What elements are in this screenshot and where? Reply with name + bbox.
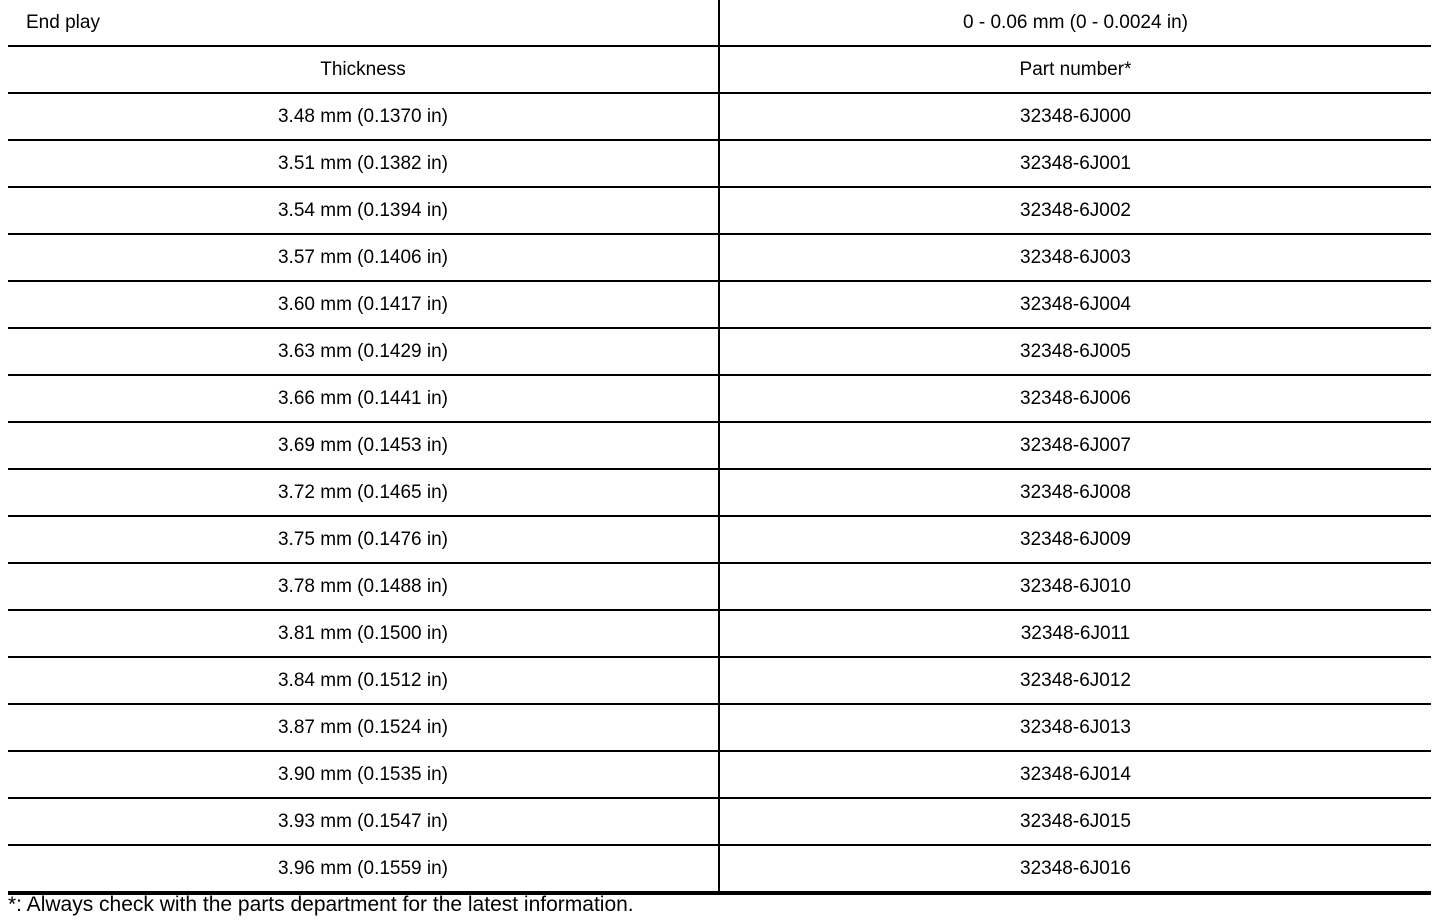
table-row xyxy=(8,140,1431,187)
table-row xyxy=(8,751,1431,798)
part-number-cell: 32348-6J013 xyxy=(719,704,1431,751)
part-number-cell: 32348-6J004 xyxy=(719,281,1431,328)
part-number-header: Part number* xyxy=(719,46,1431,93)
thickness-cell: 3.57 mm (0.1406 in) xyxy=(8,234,719,281)
thickness-cell: 3.60 mm (0.1417 in) xyxy=(8,281,719,328)
spec-sheet xyxy=(8,0,1431,895)
adjusting-shim-table xyxy=(8,0,1431,895)
part-number-cell: 32348-6J000 xyxy=(719,93,1431,140)
thickness-cell: 3.48 mm (0.1370 in) xyxy=(8,93,719,140)
thickness-cell: 3.69 mm (0.1453 in) xyxy=(8,422,719,469)
part-number-cell: 32348-6J016 xyxy=(719,845,1431,893)
table-row xyxy=(8,187,1431,234)
part-number-cell: 32348-6J005 xyxy=(719,328,1431,375)
table-row xyxy=(8,422,1431,469)
thickness-cell: 3.93 mm (0.1547 in) xyxy=(8,798,719,845)
table-row xyxy=(8,469,1431,516)
header-row xyxy=(8,46,1431,93)
table-row xyxy=(8,563,1431,610)
thickness-cell: 3.84 mm (0.1512 in) xyxy=(8,657,719,704)
table-row xyxy=(8,657,1431,704)
part-number-cell: 32348-6J010 xyxy=(719,563,1431,610)
part-number-cell: 32348-6J002 xyxy=(719,187,1431,234)
part-number-cell: 32348-6J015 xyxy=(719,798,1431,845)
thickness-cell: 3.75 mm (0.1476 in) xyxy=(8,516,719,563)
end-play-value: 0 - 0.06 mm (0 - 0.0024 in) xyxy=(719,0,1431,46)
table-row xyxy=(8,610,1431,657)
table-row xyxy=(8,234,1431,281)
thickness-cell: 3.81 mm (0.1500 in) xyxy=(8,610,719,657)
thickness-cell: 3.66 mm (0.1441 in) xyxy=(8,375,719,422)
thickness-header: Thickness xyxy=(8,46,719,93)
thickness-cell: 3.54 mm (0.1394 in) xyxy=(8,187,719,234)
end-play-label: End play xyxy=(8,0,719,46)
table-row xyxy=(8,281,1431,328)
table-row xyxy=(8,328,1431,375)
part-number-cell: 32348-6J011 xyxy=(719,610,1431,657)
table-row xyxy=(8,93,1431,140)
thickness-cell: 3.78 mm (0.1488 in) xyxy=(8,563,719,610)
end-play-row xyxy=(8,0,1431,46)
thickness-cell: 3.87 mm (0.1524 in) xyxy=(8,704,719,751)
table-row xyxy=(8,375,1431,422)
thickness-cell: 3.72 mm (0.1465 in) xyxy=(8,469,719,516)
part-number-cell: 32348-6J003 xyxy=(719,234,1431,281)
thickness-cell: 3.51 mm (0.1382 in) xyxy=(8,140,719,187)
thickness-cell: 3.90 mm (0.1535 in) xyxy=(8,751,719,798)
table-row xyxy=(8,845,1431,893)
thickness-cell: 3.96 mm (0.1559 in) xyxy=(8,845,719,893)
part-number-cell: 32348-6J006 xyxy=(719,375,1431,422)
part-number-cell: 32348-6J014 xyxy=(719,751,1431,798)
part-number-cell: 32348-6J007 xyxy=(719,422,1431,469)
table-row xyxy=(8,798,1431,845)
part-number-cell: 32348-6J009 xyxy=(719,516,1431,563)
table-row xyxy=(8,704,1431,751)
thickness-cell: 3.63 mm (0.1429 in) xyxy=(8,328,719,375)
footnote: *: Always check with the parts department for the latest information. xyxy=(8,893,634,916)
part-number-cell: 32348-6J001 xyxy=(719,140,1431,187)
part-number-cell: 32348-6J012 xyxy=(719,657,1431,704)
table-row xyxy=(8,516,1431,563)
part-number-cell: 32348-6J008 xyxy=(719,469,1431,516)
